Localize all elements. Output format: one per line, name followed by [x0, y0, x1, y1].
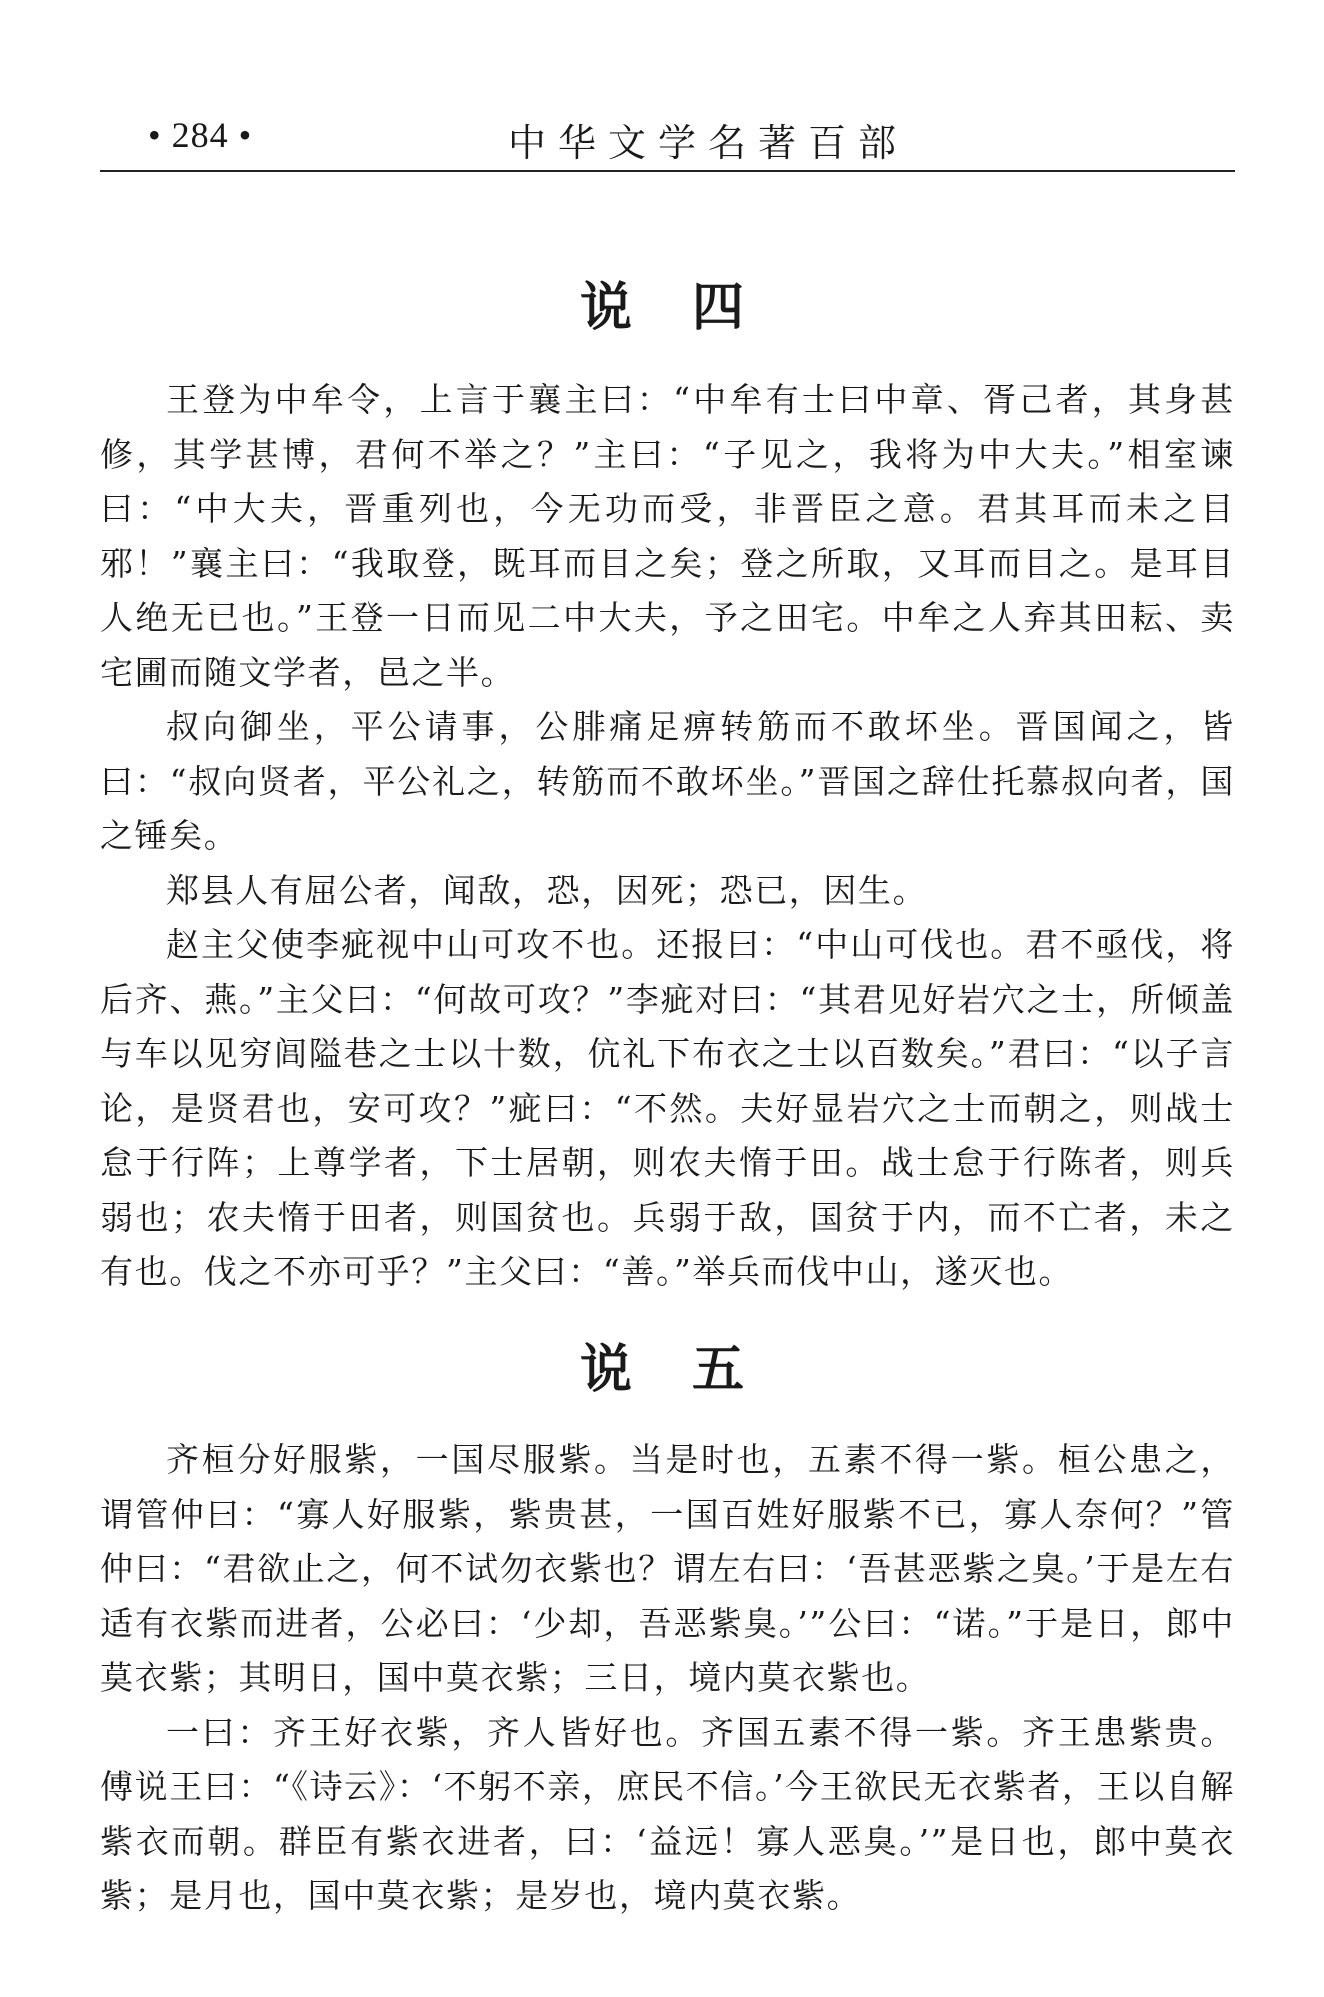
section-title-4 — [0, 265, 1324, 340]
paragraph: 齐桓分好服紫，一国尽服紫。当是时也，五素不得一紫。桓公患之，谓管仲曰：“寡人好服紫，紫贵甚，一国百姓好服紫不已，寡人奈何？”管仲曰：“君欲止之，何不试勿衣紫也？谓左右曰：‘吾甚恶紫之臭。’于是左右适有衣紫而进者，公必曰：‘少却，吾恶紫臭。’”公曰：“诺。”于是日，郎中莫衣紫；其明日，国中莫衣紫；三日，境内莫衣紫也。 — [100, 1440, 1235, 1697]
paragraph: 郑县人有屈公者，闻敌，恐，因死；恐已，因生。 — [166, 870, 928, 910]
section-title-char: 五 — [692, 1340, 745, 1400]
section-5-body — [100, 1433, 1235, 1924]
page-header — [100, 108, 1235, 168]
header-divider — [100, 170, 1235, 172]
section-4-body — [100, 373, 1235, 1300]
section-title-char: 说 — [579, 1340, 632, 1400]
paragraph: 王登为中牟令，上言于襄主曰：“中牟有士曰中章、胥己者，其身甚修，其学甚博，君何不举之？”主曰：“子见之，我将为中大夫。”相室谏曰：“中大夫，晋重列也，今无功而受，非晋臣之意。君其耳而未之目邪！”襄主曰：“我取登，既耳而目之矣；登之所取，又耳而目之。是耳目人绝无已也。”王登一日而见二中大夫，予之田宅。中牟之人弃其田耘、卖宅圃而随文学者，邑之半。 — [100, 380, 1235, 692]
paragraph: 赵主父使李疵视中山可攻不也。还报曰：“中山可伐也。君不亟伐，将后齐、燕。”主父曰：“何故可攻？”李疵对曰：“其君见好岩穴之士，所倾盖与车以见穷闾隘巷之士以十数，伉礼下布衣之士以百数矣。”君曰：“以子言论，是贤君也，安可攻？”疵曰：“不然。夫好显岩穴之士而朝之，则战士怠于行阵；上尊学者，下士居朝，则农夫惰于田。战士怠于行陈者，则兵弱也；农夫惰于田者，则国贫也。兵弱于敌，国贫于内，而不亡者，未之有也。伐之不亦可乎？”主父曰：“善。”举兵而伐中山，遂灭也。 — [100, 925, 1235, 1291]
book-title: 中华文学名著百部 — [508, 121, 909, 165]
section-title-char: 说 — [579, 278, 632, 338]
paragraph: 叔向御坐，平公请事，公腓痛足痹转筋而不敢坏坐。晋国闻之，皆曰：“叔向贤者，平公礼之，转筋而不敢坏坐。”晋国之辞仕托慕叔向者，国之锤矣。 — [100, 707, 1235, 855]
section-title-5 — [0, 1327, 1324, 1402]
paragraph: 一曰：齐王好衣紫，齐人皆好也。齐国五素不得一紫。齐王患紫贵。傅说王曰：“《诗云》：‘不躬不亲，庶民不信。’今王欲民无衣紫者，王以自解紫衣而朝。群臣有紫衣进者，曰：‘益远！寡人恶臭。’”是日也，郎中莫衣紫；是月也，国中莫衣紫；是岁也，境内莫衣紫。 — [100, 1712, 1235, 1915]
page-number: • 284 • — [148, 115, 253, 155]
section-title-char: 四 — [692, 278, 745, 338]
